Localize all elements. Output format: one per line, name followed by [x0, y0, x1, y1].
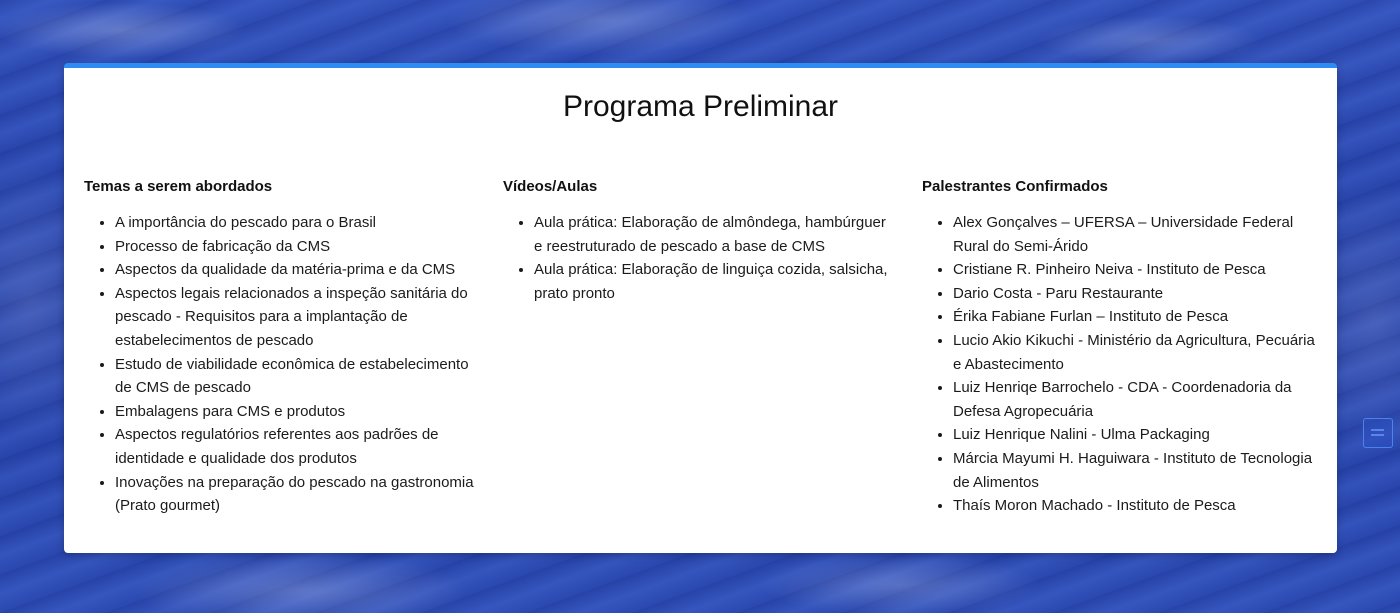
list-item: • Lucio Akio Kikuchi - Ministério da Agricultura, Pecuária e Abastecimento [953, 329, 1317, 376]
column-heading-videos: Vídeos/Aulas [503, 178, 598, 195]
list-item: • Érika Fabiane Furlan – Instituto de Pesca [953, 305, 1317, 329]
program-card [64, 63, 1337, 553]
topics-list [84, 211, 479, 518]
column-topics [84, 178, 479, 518]
list-item: • Aspectos regulatórios referentes aos padrões de identidade e qualidade dos produtos [115, 423, 479, 470]
side-menu-button[interactable] [1363, 418, 1393, 448]
column-heading-topics: Temas a serem abordados [84, 178, 273, 195]
list-item: • Luiz Henrique Nalini - Ulma Packaging [953, 423, 1317, 447]
column-videos [503, 178, 898, 305]
list-item: • Dario Costa - Paru Restaurante [953, 282, 1317, 306]
page-title: Programa Preliminar [562, 90, 839, 123]
list-item: • Cristiane R. Pinheiro Neiva - Instituto de Pesca [953, 258, 1317, 282]
list-item: • A importância do pescado para o Brasil [115, 211, 479, 235]
list-item: • Embalagens para CMS e produtos [115, 400, 479, 424]
list-item: • Luiz Henriqe Barrochelo - CDA - Coordenadoria da Defesa Agropecuária [953, 376, 1317, 423]
column-speakers [922, 178, 1317, 518]
list-item: • Aspectos legais relacionados a inspeção sanitária do pescado - Requisitos para a implantação de estabelecimentos de pescado [115, 282, 479, 353]
menu-lines-icon [1364, 419, 1391, 446]
list-item: • Estudo de viabilidade econômica de estabelecimento de CMS de pescado [115, 353, 479, 400]
list-item: • Márcia Mayumi H. Haguiwara - Instituto de Tecnologia de Alimentos [953, 447, 1317, 494]
videos-list [503, 211, 898, 305]
list-item: • Aula prática: Elaboração de linguiça cozida, salsicha, prato pronto [534, 258, 898, 305]
list-item: • Processo de fabricação da CMS [115, 235, 479, 259]
speakers-list [922, 211, 1317, 518]
list-item: • Inovações na preparação do pescado na gastronomia (Prato gourmet) [115, 471, 479, 518]
column-heading-speakers: Palestrantes Confirmados [922, 178, 1108, 195]
list-item: • Aspectos da qualidade da matéria-prima e da CMS [115, 258, 479, 282]
list-item: • Alex Gonçalves – UFERSA – Universidade Federal Rural do Semi-Árido [953, 211, 1317, 258]
list-item: • Thaís Moron Machado - Instituto de Pesca [953, 494, 1317, 518]
list-item: • Aula prática: Elaboração de almôndega, hambúrguer e reestruturado de pescado a base de CMS [534, 211, 898, 258]
